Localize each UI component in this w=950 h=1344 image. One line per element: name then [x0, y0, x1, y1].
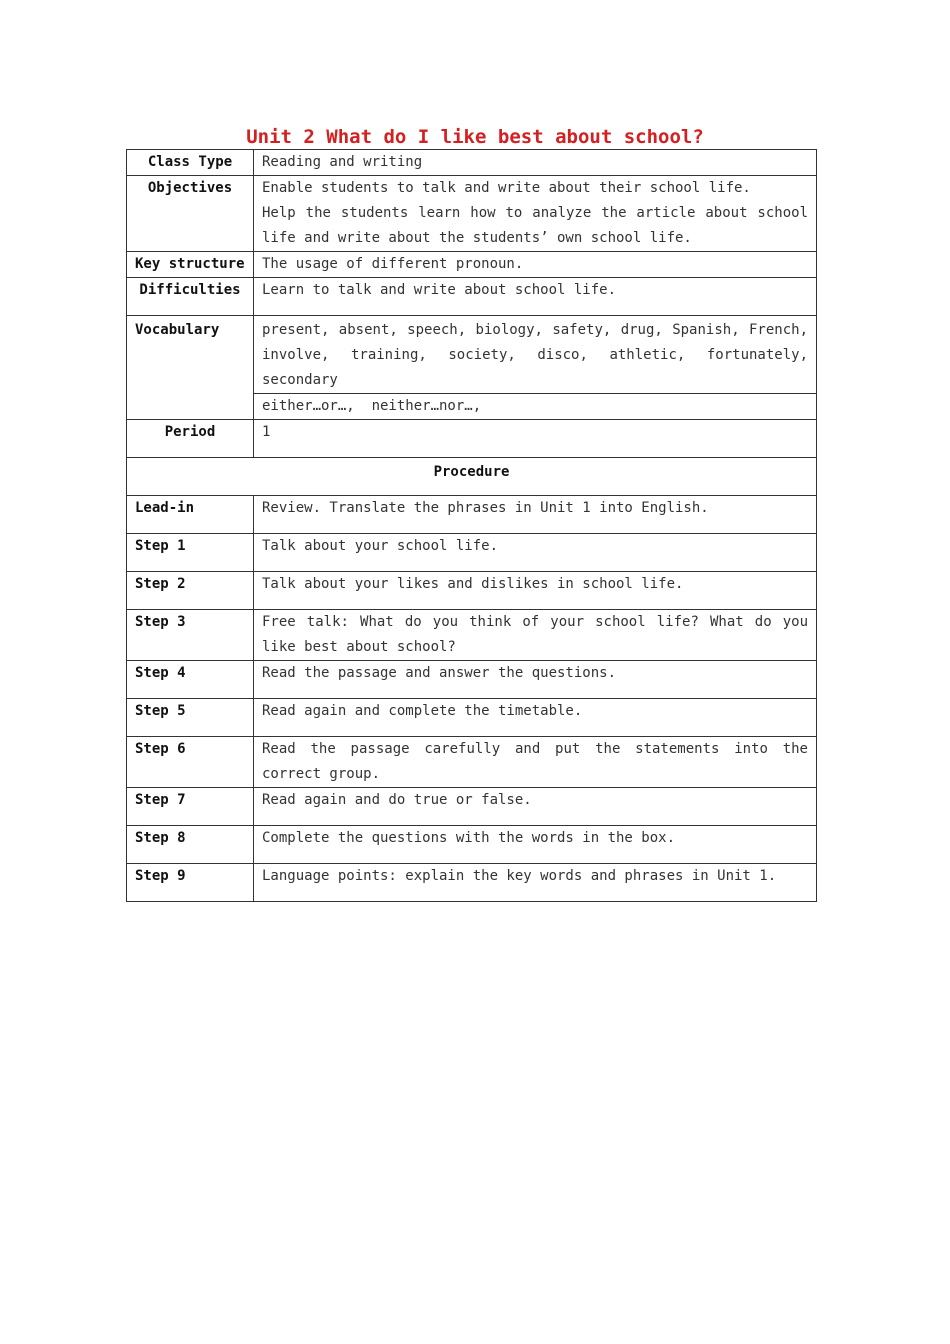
- step-text: Read the passage and answer the questions.: [254, 661, 817, 699]
- class-type-label: Class Type: [127, 150, 254, 176]
- step-label: Step 9: [127, 864, 254, 902]
- difficulties-value: Learn to talk and write about school life.: [254, 278, 817, 316]
- key-structure-value: The usage of different pronoun.: [254, 252, 817, 278]
- step-text: Complete the questions with the words in the box.: [254, 826, 817, 864]
- step-label: Step 2: [127, 572, 254, 610]
- step-row: [127, 699, 817, 737]
- step-text: Read again and complete the timetable.: [254, 699, 817, 737]
- period-label: Period: [127, 420, 254, 458]
- objective-line-2: Help the students learn how to analyze the article about school life and write about the students’ own school life.: [262, 205, 808, 246]
- difficulties-row: [127, 278, 817, 316]
- period-value: 1: [254, 420, 817, 458]
- step-label: Step 6: [127, 737, 254, 788]
- lesson-plan-table: [126, 149, 817, 902]
- vocabulary-label: Vocabulary: [127, 316, 254, 420]
- step-text: Talk about your likes and dislikes in school life.: [254, 572, 817, 610]
- step-text: Talk about your school life.: [254, 534, 817, 572]
- step-row: [127, 826, 817, 864]
- step-label: Step 5: [127, 699, 254, 737]
- objectives-label: Objectives: [127, 176, 254, 252]
- difficulties-label: Difficulties: [127, 278, 254, 316]
- step-row: [127, 610, 817, 661]
- step-text: Free talk: What do you think of your school life? What do you like best about school?: [254, 610, 817, 661]
- step-row: [127, 534, 817, 572]
- vocabulary-row: [127, 316, 817, 394]
- period-row: [127, 420, 817, 458]
- step-text: Read again and do true or false.: [254, 788, 817, 826]
- step-row: [127, 788, 817, 826]
- step-row: [127, 572, 817, 610]
- objectives-row: [127, 176, 817, 252]
- vocabulary-words: present, absent, speech, biology, safety, drug, Spanish, French, involve, training, society, disco, athletic, fortunately, secondary: [254, 316, 817, 394]
- key-structure-label: Key structure: [127, 252, 254, 278]
- key-structure-row: [127, 252, 817, 278]
- step-row: [127, 737, 817, 788]
- step-label: Lead-in: [127, 496, 254, 534]
- procedure-header: Procedure: [127, 458, 817, 496]
- step-row: [127, 864, 817, 902]
- objectives-value: [254, 176, 817, 252]
- vocabulary-phrases: either…or…, neither…nor…,: [254, 394, 817, 420]
- step-label: Step 8: [127, 826, 254, 864]
- step-text: Read the passage carefully and put the statements into the correct group.: [254, 737, 817, 788]
- document-title: Unit 2 What do I like best about school?: [246, 126, 704, 148]
- class-type-row: [127, 150, 817, 176]
- class-type-value: Reading and writing: [254, 150, 817, 176]
- objective-line-1: Enable students to talk and write about their school life.: [262, 180, 751, 196]
- step-label: Step 3: [127, 610, 254, 661]
- step-label: Step 7: [127, 788, 254, 826]
- step-row: [127, 661, 817, 699]
- step-text: Review. Translate the phrases in Unit 1 into English.: [254, 496, 817, 534]
- step-text: Language points: explain the key words and phrases in Unit 1.: [254, 864, 817, 902]
- step-label: Step 1: [127, 534, 254, 572]
- step-row: [127, 496, 817, 534]
- step-label: Step 4: [127, 661, 254, 699]
- procedure-header-row: [127, 458, 817, 496]
